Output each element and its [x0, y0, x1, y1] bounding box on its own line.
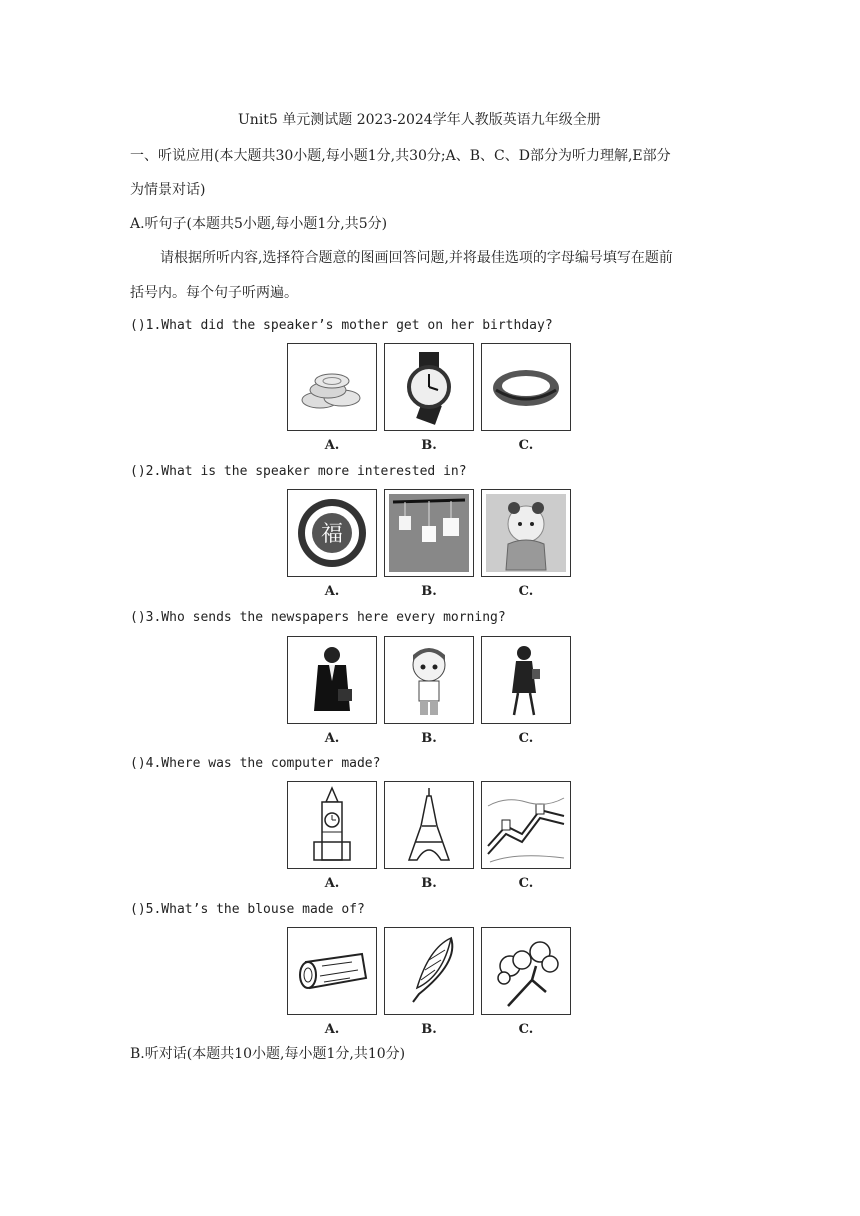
option-c-label: C.: [518, 1022, 534, 1037]
question-2-options: [287, 489, 573, 599]
option-b-image[interactable]: [384, 343, 474, 431]
option-b-image[interactable]: [384, 489, 474, 577]
option-c-label: C.: [518, 584, 534, 599]
question-1: ()1.What did the speaker’s mother get on her birthday?: [130, 318, 553, 333]
question-2: ()2.What is the speaker more interested in?: [130, 464, 467, 479]
part-b-heading: B.听对话(本题共10小题,每小题1分,共10分): [130, 1046, 406, 1062]
section-heading-cont: 为情景对话): [130, 182, 206, 198]
businessman-icon: [292, 641, 372, 719]
option-b-label: B.: [421, 876, 437, 891]
part-a-instruction-cont: 括号内。每个句子听两遍。: [130, 285, 298, 301]
svg-text:福: 福: [320, 522, 344, 547]
lanterns-icon: [389, 494, 469, 572]
eiffel-tower-icon: [389, 786, 469, 864]
section-heading: 一、听说应用(本大题共30小题,每小题1分,共30分;A、B、C、D部分为听力理解,E部分: [130, 148, 671, 164]
option-a-label: A.: [324, 584, 340, 599]
cotton-icon: [486, 932, 566, 1010]
option-a-image[interactable]: [287, 781, 377, 869]
part-a-instruction: 请根据所听内容,选择符合题意的图画回答问题,并将最佳选项的字母编号填写在题前: [160, 250, 673, 266]
option-a-label: A.: [324, 731, 340, 746]
option-a-image[interactable]: [287, 927, 377, 1015]
option-a-image[interactable]: [287, 636, 377, 724]
option-c-image[interactable]: [481, 927, 571, 1015]
question-5: ()5.What’s the blouse made of?: [130, 902, 365, 917]
option-b-image[interactable]: [384, 781, 474, 869]
option-c-label: C.: [518, 876, 534, 891]
option-b-label: B.: [421, 731, 437, 746]
option-a-label: A.: [324, 1022, 340, 1037]
question-4-options: [287, 781, 573, 891]
option-c-image[interactable]: [481, 489, 571, 577]
option-c-image[interactable]: [481, 343, 571, 431]
big-ben-icon: [292, 786, 372, 864]
feather-icon: [389, 932, 469, 1010]
page-title: Unit5 单元测试题 2023-2024学年人教版英语九年级全册: [238, 112, 601, 128]
option-a-label: A.: [324, 876, 340, 891]
boy-icon: [389, 641, 469, 719]
jade-bracelet-icon: [486, 348, 566, 426]
great-wall-icon: [486, 786, 566, 864]
log-icon: [292, 932, 372, 1010]
question-3-options: [287, 636, 573, 746]
question-5-options: [287, 927, 573, 1037]
wristwatch-icon: [389, 348, 469, 426]
option-c-label: C.: [518, 438, 534, 453]
part-a-heading: A.听句子(本题共5小题,每小题1分,共5分): [130, 216, 388, 232]
businesswoman-icon: [486, 641, 566, 719]
question-1-options: [287, 343, 573, 453]
option-c-label: C.: [518, 731, 534, 746]
option-b-label: B.: [421, 438, 437, 453]
option-a-label: A.: [324, 438, 340, 453]
option-a-image[interactable]: [287, 489, 377, 577]
question-3: ()3.Who sends the newspapers here every morning?: [130, 610, 506, 625]
option-c-image[interactable]: [481, 781, 571, 869]
option-b-label: B.: [421, 1022, 437, 1037]
question-4: ()4.Where was the computer made?: [130, 756, 381, 771]
coins-icon: [292, 348, 372, 426]
option-a-image[interactable]: [287, 343, 377, 431]
clay-doll-icon: [486, 494, 566, 572]
paper-cutting-icon: [292, 494, 372, 572]
option-b-image[interactable]: [384, 927, 474, 1015]
option-c-image[interactable]: [481, 636, 571, 724]
option-b-image[interactable]: [384, 636, 474, 724]
option-b-label: B.: [421, 584, 437, 599]
